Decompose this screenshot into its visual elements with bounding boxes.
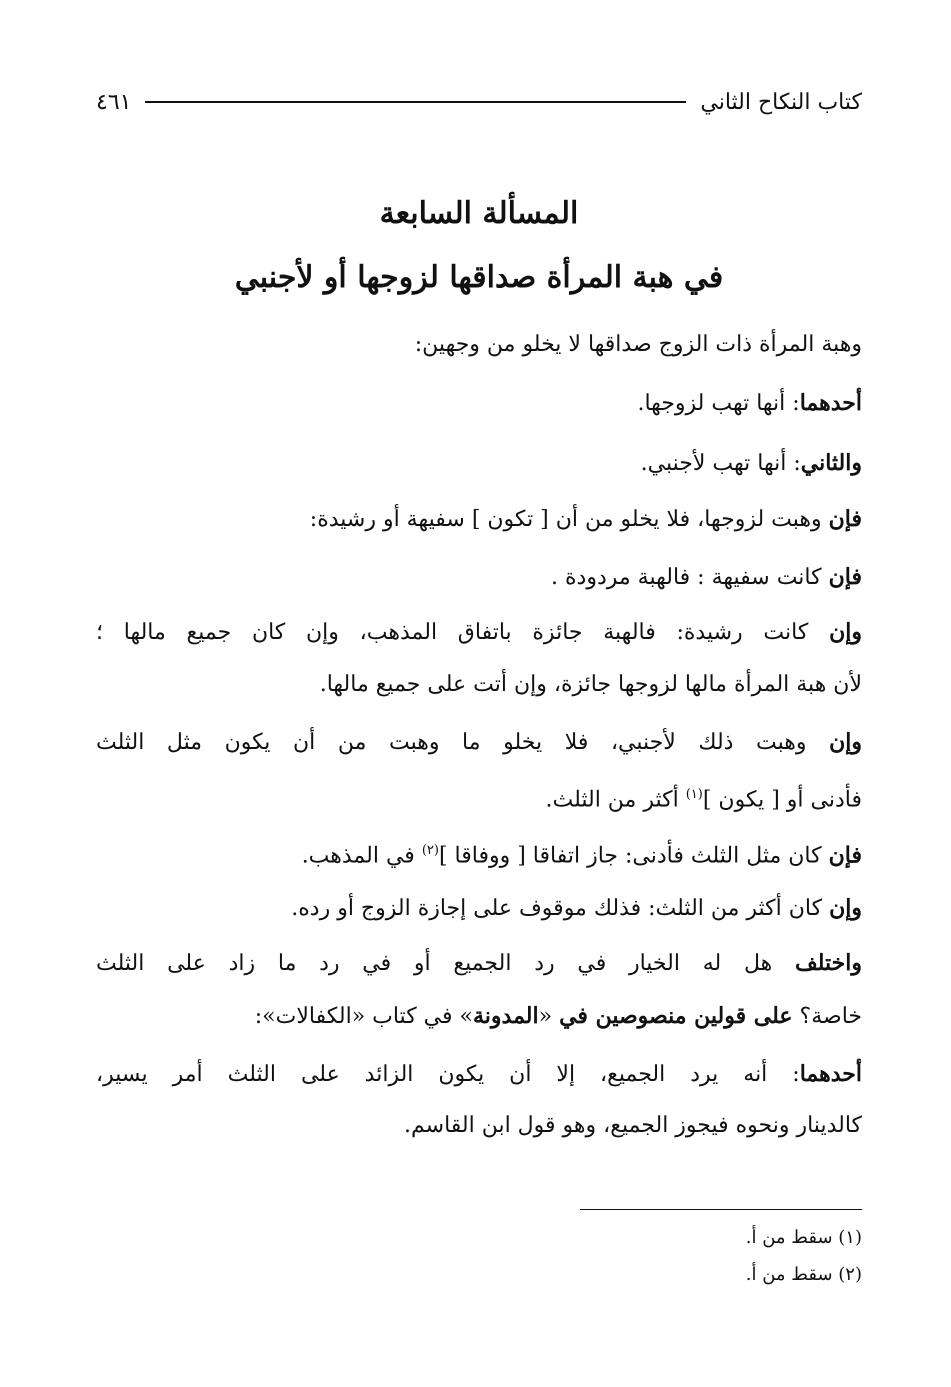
line-text: : أنها تهب لزوجها.	[637, 391, 800, 416]
lead-word: أحدهما	[799, 1061, 862, 1087]
line-text: كانت رشيدة: فالهبة جائزة باتفاق المذهب، وإن كان جميع مالها ؛	[96, 620, 830, 645]
lead-word: والثاني	[800, 450, 862, 476]
paragraph-line	[96, 725, 862, 760]
lead-word: وإن	[829, 729, 862, 755]
paragraph-line	[291, 891, 862, 926]
paragraph-line	[320, 668, 862, 702]
paragraph-line	[96, 615, 862, 650]
line-text: وهبت ذلك لأجنبي، فلا يخلو ما وهبت من أن يكون مثل الثلث	[96, 730, 830, 755]
paragraph-line	[404, 1109, 862, 1143]
paragraph-line	[96, 1057, 862, 1092]
line-text: لأن هبة المرأة مالها لزوجها جائزة، وإن أتت على جميع مالها.	[319, 672, 862, 697]
line-text: خاصة؟	[792, 1004, 862, 1029]
footnote: (١) سقط من أ.	[745, 1227, 862, 1248]
line-text: كالدينار ونحوه فيجوز الجميع، وهو قول ابن القاسم.	[404, 1113, 862, 1138]
paragraph-line	[641, 446, 862, 481]
lead-word: فإن	[828, 564, 862, 590]
line-text: كانت سفيهة : فالهبة مردودة .	[551, 565, 829, 590]
subject-heading: في هبة المرأة صداقها لزوجها أو لأجنبي	[234, 260, 724, 295]
paragraph-line	[637, 386, 862, 421]
line-text: فأدنى أو [ يكون ]	[702, 787, 862, 813]
running-header	[96, 82, 862, 122]
lead-word: فإن	[828, 842, 862, 869]
header-rule	[145, 101, 686, 103]
line-text: «	[538, 1004, 560, 1029]
line-text: وهبت لزوجها، فلا يخلو من أن [ تكون ] سفيهة أو رشيدة:	[309, 507, 829, 532]
page-number: ٤٦١	[96, 89, 132, 115]
line-text: » في كتاب «الكفالات»:	[254, 1004, 473, 1029]
paragraph-line	[302, 834, 862, 873]
line-text: وهبة المرأة ذات الزوج صداقها لا يخلو من وجهين:	[414, 332, 862, 357]
lead-word: وإن	[829, 895, 862, 921]
lead-word: فإن	[828, 506, 862, 532]
paragraph-line	[545, 778, 862, 817]
line-text: : أنه يرد الجميع، إلا أن يكون الزائد على الثلث أمر يسير،	[96, 1062, 800, 1087]
footnote-marker: (١)	[685, 787, 703, 802]
footnote-rule	[580, 1209, 862, 1210]
line-text: في المذهب.	[301, 843, 422, 869]
bold-phrase: على قولين منصوصين في	[559, 1003, 793, 1029]
line-text: كان مثل الثلث فأدنى: جاز اتفاقا [ ووفاقا ]	[438, 843, 829, 869]
footnote: (٢) سقط من أ.	[745, 1264, 862, 1285]
book-title: كتاب النكاح الثاني	[700, 89, 862, 115]
lead-word: وإن	[829, 619, 862, 645]
paragraph-line	[96, 946, 862, 981]
line-text: هل له الخيار في رد الجميع أو في رد ما زاد على الثلث	[96, 951, 795, 976]
line-text: أكثر من الثلث.	[545, 787, 686, 813]
lead-word: أحدهما	[799, 390, 862, 416]
line-text: كان أكثر من الثلث: فذلك موقوف على إجازة الزوج أو رده.	[291, 896, 830, 921]
paragraph-line	[415, 328, 862, 362]
paragraph-line	[255, 999, 862, 1034]
paragraph-line	[310, 502, 862, 537]
bold-phrase: المدونة	[472, 1003, 539, 1029]
footnote-marker: (٢)	[421, 843, 439, 858]
line-text: : أنها تهب لأجنبي.	[640, 451, 801, 476]
paragraph-line	[551, 560, 862, 595]
issue-heading: المسألة السابعة	[379, 196, 579, 231]
lead-word: واختلف	[794, 950, 862, 976]
